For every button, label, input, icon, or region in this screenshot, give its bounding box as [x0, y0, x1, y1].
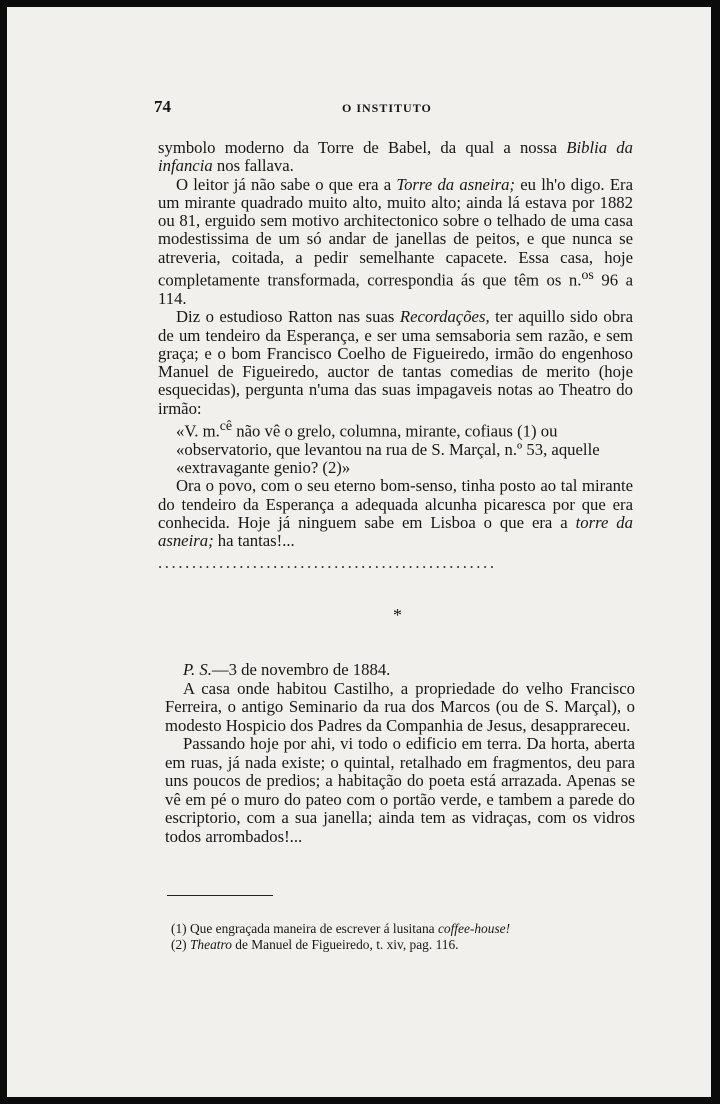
footnote-1 — [171, 921, 631, 937]
text-run: symbolo moderno da Torre de Babel, da qual a nossa — [158, 138, 567, 157]
text-run: «V. m. — [176, 421, 220, 441]
text-run: ter aquillo sido obra de um tendeiro da Esperança, e ser uma semsaboria sem razão, e sem graça; e o bom Francisco Coelho de Figueiredo, irmão do engenhoso Manuel de Figueiredo, auctor de tantas comedias de merito (hoje esquecidas), pergunta n'uma das suas impagaveis notas ao Theatro do irmão: — [158, 307, 634, 418]
postscript-label: P. S. — [183, 660, 212, 679]
paragraph: Passando hoje por ahi, vi todo o edificio em terra. Da horta, aberta em ruas, já nada existe; o quintal, retalhado em fragmentos, deu para uns poucos de predios; a habitação do poeta está arrazada. Apenas se vê em pé o muro do pateo com o portão verde, e tambem a parede do escriptorio, com a sua janella; ainda tem as vidraças, com os vidros todos arrombados!... — [165, 734, 635, 846]
text-run: ha tantas!... — [213, 531, 295, 551]
footnote-italic: Theatro — [189, 937, 232, 952]
italic-title: Recordações, — [399, 307, 490, 327]
footnote-italic: coffee-house! — [437, 921, 511, 936]
section-asterism: * — [393, 605, 402, 625]
italic-term: torre da asneira; — [158, 513, 633, 551]
book-page — [7, 7, 711, 1097]
running-title: O INSTITUTO — [342, 101, 432, 115]
dotted-line: .................................................. — [158, 553, 497, 572]
paragraph — [158, 477, 633, 550]
text-run: O leitor já não sabe o que era a — [176, 174, 397, 194]
italic-term: Torre da asneira; — [396, 174, 515, 194]
text-run: Diz o estudioso Ratton nas suas — [176, 307, 400, 327]
footnote-rule — [167, 895, 273, 896]
paragraph: A casa onde habitou Castilho, a propriedade do velho Francisco Ferreira, o antigo Seminario da rua dos Marcos (ou de S. Marçal), o modesto Hospicio dos Padres da Companhia de Jesus, desapprareceu. — [165, 678, 635, 735]
footnote-text: de Manuel de Figueiredo, t. xiv, pag. 116. — [231, 937, 459, 952]
text-run: Ora o povo, com o seu eterno bom-senso, tinha posto ao tal mirante do tendeiro da Esperança a adequada alcunha picaresca por que era conhecida. Hoje já ninguem sabe em Lisboa o que era a — [158, 476, 633, 533]
text-run: eu lh'o digo. Era um mirante quadrado muito alto, muito alto; ainda lá estava por 1882 ou 81, erguido sem motivo architectonico sobre o telhado de uma casa modestissima de um só andar de janellas de peitos, e que nunca se atreveria, coitada, a pedir semelhante capacete. Essa casa, hoje completamente transformada, correspondia ás que têm os n. — [158, 174, 633, 290]
footnote-number: (2) — [171, 937, 187, 952]
main-text — [158, 139, 633, 572]
footnote-text: Que engraçada maneira de escrever á lusitana — [186, 921, 438, 936]
superscript: cê — [219, 419, 233, 435]
italic-title: Biblia da infancia — [158, 138, 633, 176]
footnote-2 — [171, 937, 631, 953]
footnote-number: (1) — [171, 921, 187, 936]
text-run: 96 a 114. — [158, 270, 633, 308]
quote-line: «observatorio, que levantou na rua de S. Marçal, n.º 53, aquelle — [176, 439, 600, 459]
text-run: não vê o grelo, columna, mirante, cofiaus (1) ou — [232, 421, 558, 441]
page-header — [154, 97, 634, 123]
superscript: os — [581, 268, 594, 284]
quote-line: «extravagante genio? (2)» — [176, 458, 351, 478]
paragraph — [158, 308, 633, 418]
footnotes — [171, 921, 631, 953]
postscript-date: —3 de novembro de 1884. — [211, 660, 391, 679]
paragraph — [158, 139, 633, 176]
postscript-heading — [165, 661, 635, 680]
text-run: nos fallava. — [212, 156, 294, 176]
postscript — [165, 661, 635, 846]
paragraph — [158, 176, 633, 309]
page-number: 74 — [154, 97, 171, 116]
quote-line — [158, 418, 633, 441]
